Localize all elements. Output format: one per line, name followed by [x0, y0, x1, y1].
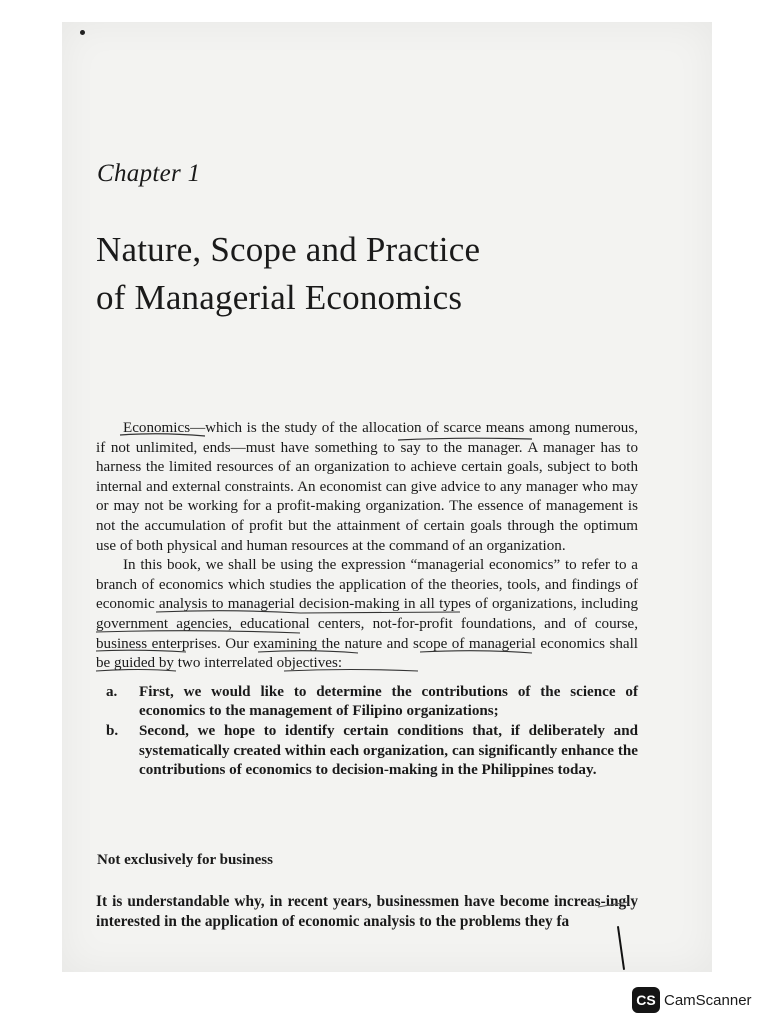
paragraph-3-text: It is understandable why, in recent years, businessmen have become increas-ingly interested in the application of economic analysis to the problems they fa — [96, 893, 638, 930]
list-item — [96, 722, 638, 781]
paragraph-3 — [96, 892, 638, 931]
list-marker: a. — [106, 683, 118, 700]
chapter-title-line-2: of Managerial Economics — [96, 278, 463, 317]
scan-speck — [80, 30, 85, 35]
list-item-text: Second, we hope to identify certain conditions that, if deliberately and systematically created within each organization, can significantly enhance the contributions of economics to decision-making in the Philippines today. — [139, 722, 638, 779]
camscanner-watermark — [632, 986, 752, 1014]
chapter-label: Chapter 1 — [97, 160, 201, 187]
camscanner-logo-icon: CS — [632, 987, 660, 1013]
list-item-text: First, we would like to determine the contributions of the science of economics to the management of Filipino organizations; — [139, 683, 638, 720]
list-marker: b. — [106, 722, 119, 739]
paragraph-1: Economics—which is the study of the allocation of scarce means among numerous, if not unlimited, ends—must have something to say to the manager. A manager has to harness the limited resources of an organization to achieve certain goals, subject to both internal and external constraints. An economist can give advice to any manager who may or may not be working for a profit-making organization. The essence of management is not the accumulation of profit but the attainment of certain goals through the optimum use of both physical and human resources at the command of an organization. — [96, 420, 638, 554]
paragraph-2: In this book, we shall be using the expression “managerial economics” to refer to a branch of economics which studies the application of the theories, tools, and findings of economic analysis to managerial decision-making in all types of organizations, including government agencies, educational centers, not-for-profit foundations, and of course, business enterprises. Our examining the nature and scope of managerial economics shall be guided by two interrelated objectives: — [96, 557, 638, 672]
camscanner-label: CamScanner — [664, 991, 752, 1009]
body-text — [96, 419, 638, 781]
objectives-list — [96, 683, 638, 781]
section-heading: Not exclusively for business — [97, 852, 273, 868]
chapter-title-line-1: Nature, Scope and Practice — [96, 230, 481, 269]
chapter-title — [96, 226, 696, 322]
list-item — [96, 683, 638, 722]
